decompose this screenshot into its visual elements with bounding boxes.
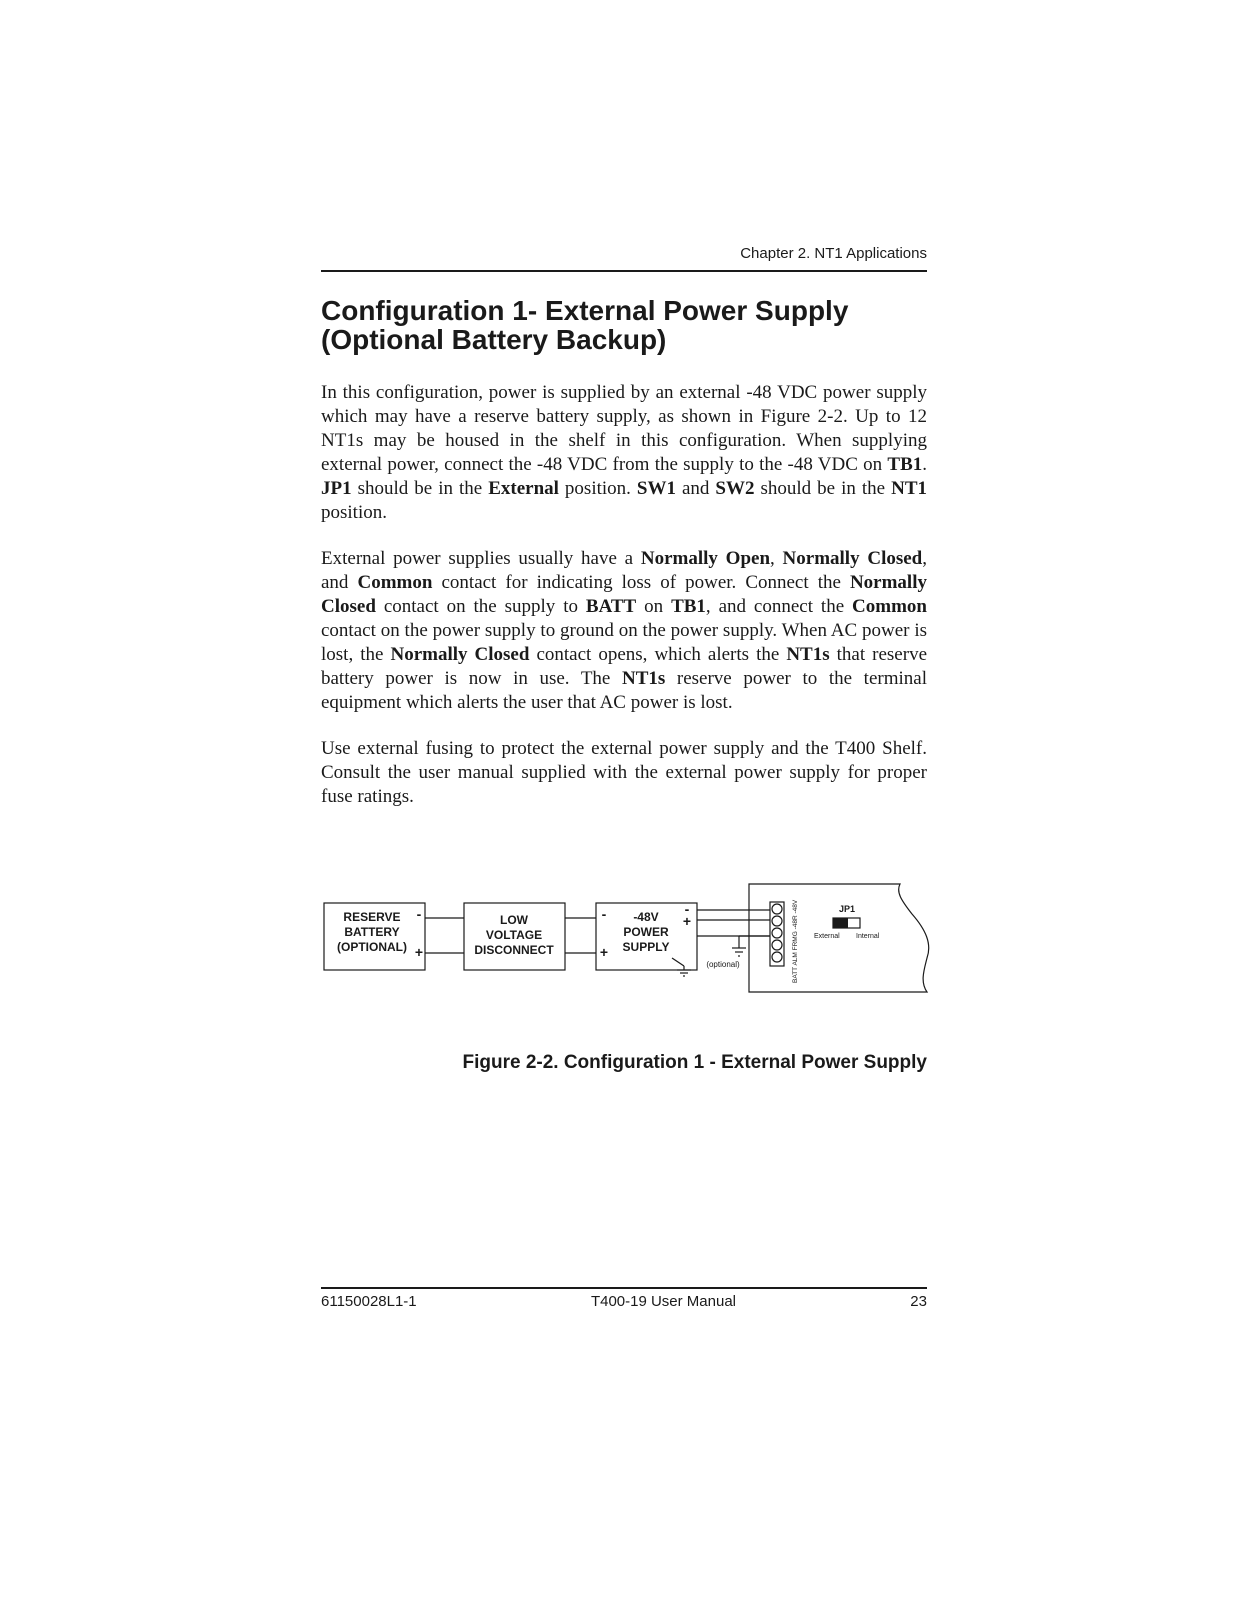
reserve-battery-label: RESERVE [343, 910, 401, 924]
paragraph-3: Use external fusing to protect the external power supply and the T400 Shelf. Consult the user manual supplied with the external power supply for proper fuse ratings. [321, 738, 927, 807]
term-external: External [488, 478, 559, 499]
text-run: , [770, 548, 783, 569]
lvd-label: LOW [500, 913, 528, 927]
wiring-diagram [318, 878, 940, 1000]
polarity-plus: + [599, 944, 609, 960]
section-title [321, 296, 941, 354]
text-run: contact opens, which alerts the [529, 644, 787, 665]
text-run: contact for indicating loss of power. Connect the [432, 572, 850, 593]
terminal-screw [772, 940, 782, 950]
text-run: contact on the power supply to ground on the power supply. When AC power is lost, the [321, 620, 927, 665]
terminal-screw [772, 952, 782, 962]
manual-title: T400-19 User Manual [590, 1293, 737, 1310]
text-run: that reserve battery power is now in use. The [321, 644, 927, 689]
term-sw1: SW1 [636, 478, 676, 499]
power-supply-label: SUPPLY [622, 940, 670, 954]
section-title-line-2: (Optional Battery Backup) [321, 324, 667, 355]
section-title-line-1: Configuration 1- External Power Supply [321, 295, 849, 326]
polarity-plus: + [414, 944, 424, 960]
lvd-label: VOLTAGE [485, 928, 543, 942]
text-run: , and connect the [705, 596, 853, 617]
running-head: Chapter 2. NT1 Applications [740, 245, 927, 262]
terminal-block-label: BATT ALM FRMG -48R -48V [792, 899, 799, 983]
terminal-screw [772, 916, 782, 926]
text-run: reserve power to the terminal equipment which alerts the user that AC power is lost. [321, 668, 927, 713]
text-run: contact on the supply to [375, 596, 586, 617]
optional-note: (optional) [706, 960, 740, 969]
term-nt1s: NT1s [786, 644, 830, 665]
terminal-screw [772, 928, 782, 938]
page-number: 23 [910, 1293, 927, 1310]
term-tb1: TB1 [887, 454, 923, 475]
text-run: , and [321, 548, 927, 593]
term-nt1: NT1 [891, 478, 927, 499]
text-run: External power supplies usually have a [321, 548, 641, 569]
polarity-minus: - [601, 906, 607, 922]
page-footer [321, 1293, 927, 1310]
term-normally-closed: Normally Closed [782, 548, 923, 569]
term-common: Common [852, 596, 927, 617]
text-run: and [675, 478, 716, 499]
jp1-internal-label: Internal [856, 933, 880, 940]
term-normally-closed: Normally Closed [390, 644, 530, 665]
figure-caption: Figure 2-2. Configuration 1 - External Power Supply [462, 1052, 927, 1073]
polarity-minus: - [416, 906, 422, 922]
polarity-plus: + [682, 913, 692, 929]
paragraph-1 [321, 381, 927, 525]
term-sw2: SW2 [715, 478, 755, 499]
paragraph-2 [321, 547, 927, 715]
term-tb1: TB1 [671, 596, 706, 617]
doc-number: 61150028L1-1 [321, 1293, 417, 1310]
polarity-minus: - [684, 901, 690, 917]
text-run: . [922, 454, 927, 475]
text-run: In this configuration, power is supplied by an external -48 VDC power supply which may have a reserve battery supply, as shown in Figure 2-2. Up to 12 NT1s may be housed in the shelf in this configuration. When supplying external power, connect the -48 VDC from the supply to the -48 VDC on [321, 382, 927, 475]
header-rule [321, 270, 927, 272]
text-run: should be in the [754, 478, 892, 499]
reserve-battery-label: (OPTIONAL) [337, 940, 407, 954]
text-run: position. [558, 478, 637, 499]
power-supply-label: -48V [633, 910, 659, 924]
lvd-label: DISCONNECT [474, 943, 554, 957]
reserve-battery-label: BATTERY [344, 925, 400, 939]
text-run: on [636, 596, 672, 617]
terminal-screw [772, 904, 782, 914]
term-jp1: JP1 [321, 478, 352, 499]
jp1-label: JP1 [838, 904, 856, 914]
text-run: position. [321, 502, 387, 523]
text-run: should be in the [351, 478, 489, 499]
power-supply-label: POWER [623, 925, 669, 939]
term-batt: BATT [585, 596, 637, 617]
term-nt1s: NT1s [621, 668, 666, 689]
footer-rule [321, 1287, 927, 1289]
jp1-jumper-cap [833, 918, 848, 928]
term-normally-open: Normally Open [640, 548, 771, 569]
wire [672, 958, 684, 966]
term-normally-closed: Normally Closed [321, 572, 927, 617]
jp1-external-label: External [814, 933, 840, 940]
term-common: Common [357, 572, 433, 593]
